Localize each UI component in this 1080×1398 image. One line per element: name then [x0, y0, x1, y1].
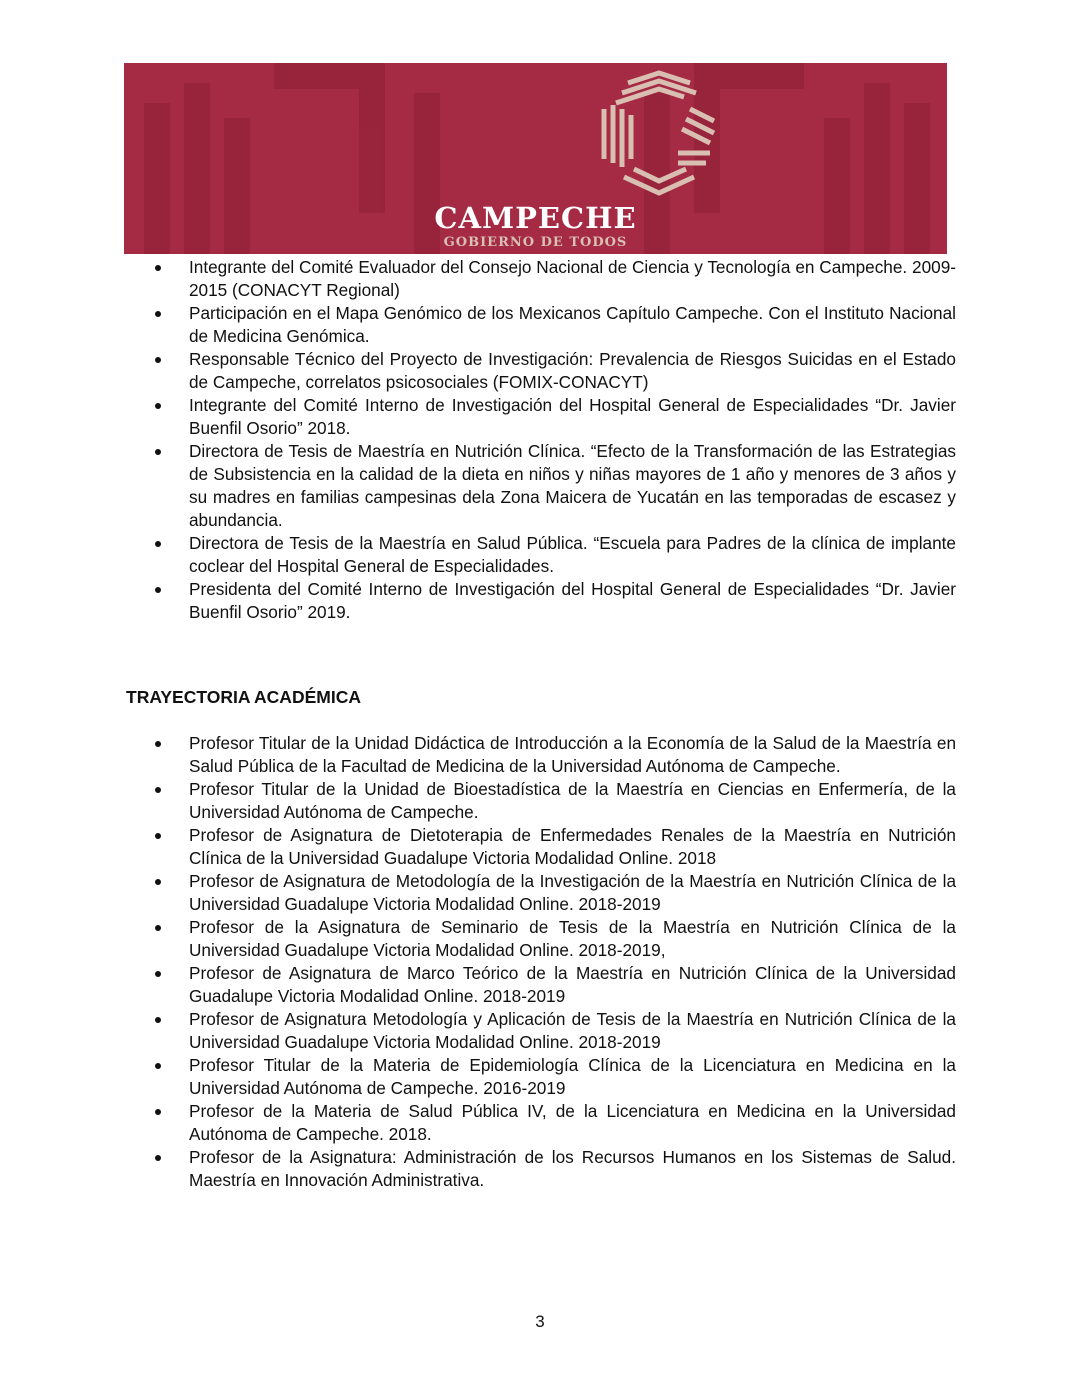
list-item-text: Responsable Técnico del Proyecto de Investigación: Prevalencia de Riesgos Suicidas en el Estado de Campeche, correlatos psicosociales (FOMIX-CONACYT)	[189, 349, 956, 392]
list-item-text: Profesor de Asignatura Metodología y Aplicación de Tesis de la Maestría en Nutrición Clínica de la Universidad Guadalupe Victoria Modalidad Online. 2018-2019	[189, 1009, 956, 1052]
list-item	[189, 532, 956, 578]
section-title-academic: TRAYECTORIA ACADÉMICA	[126, 687, 361, 707]
list-item-text: Directora de Tesis de Maestría en Nutrición Clínica. “Efecto de la Transformación de las Estrategias de Subsistencia en la calidad de la dieta en niños y niñas mayores de 1 año y menores de 3 años y su madres en familias campesinas dela Zona Maicera de Yucatán en las temporadas de escasez y abundancia.	[189, 441, 956, 530]
list-item-text: Profesor de Asignatura de Marco Teórico de la Maestría en Nutrición Clínica de la Universidad Guadalupe Victoria Modalidad Online. 2018-2019	[189, 963, 956, 1006]
list-item	[189, 870, 956, 916]
list-item	[189, 916, 956, 962]
page-number: 3	[535, 1312, 545, 1331]
list-item	[189, 256, 956, 302]
bullet-icon	[155, 311, 161, 317]
bullet-icon	[155, 541, 161, 547]
list-item	[189, 778, 956, 824]
list-item	[189, 348, 956, 394]
campeche-hexagon-logo-icon	[594, 69, 724, 199]
list-item	[189, 1100, 956, 1146]
bullet-icon	[155, 449, 161, 455]
bullet-icon	[155, 357, 161, 363]
list-item	[189, 1008, 956, 1054]
list-item-text: Profesor Titular de la Materia de Epidemiología Clínica de la Licenciatura en Medicina en la Universidad Autónoma de Campeche. 2016-2019	[189, 1055, 956, 1098]
bullet-icon	[155, 741, 161, 747]
list-item-text: Profesor de Asignatura de Metodología de la Investigación de la Maestría en Nutrición Clínica de la Universidad Guadalupe Victoria Modalidad Online. 2018-2019	[189, 871, 956, 914]
brand-tagline: GOBIERNO DE TODOS	[443, 235, 628, 250]
list-item	[189, 578, 956, 624]
bullet-icon	[155, 1017, 161, 1023]
list-item-text: Profesor de la Materia de Salud Pública IV, de la Licenciatura en Medicina en la Universidad Autónoma de Campeche. 2018.	[189, 1101, 956, 1144]
list-item	[189, 302, 956, 348]
list-item-text: Profesor de la Asignatura de Seminario de Tesis de la Maestría en Nutrición Clínica de la Universidad Guadalupe Victoria Modalidad Online. 2018-2019,	[189, 917, 956, 960]
list-item	[189, 962, 956, 1008]
list-item	[189, 732, 956, 778]
list-item	[189, 1146, 956, 1192]
list-item-text: Profesor Titular de la Unidad Didáctica de Introducción a la Economía de la Salud de la Maestría en Salud Pública de la Facultad de Medicina de la Universidad Autónoma de Campeche.	[189, 733, 956, 776]
list-item	[189, 824, 956, 870]
list-item-text: Integrante del Comité Interno de Investigación del Hospital General de Especialidades “Dr. Javier Buenfil Osorio” 2018.	[189, 395, 956, 438]
bullet-icon	[155, 1109, 161, 1115]
bullet-icon	[155, 265, 161, 271]
bullet-icon	[155, 1063, 161, 1069]
bullet-icon	[155, 403, 161, 409]
bullet-icon	[155, 1155, 161, 1161]
list-item	[189, 394, 956, 440]
list-item-text: Integrante del Comité Evaluador del Consejo Nacional de Ciencia y Tecnología en Campeche. 2009-2015 (CONACYT Regional)	[189, 257, 956, 300]
list-item-text: Profesor de Asignatura de Dietoterapia de Enfermedades Renales de la Maestría en Nutrición Clínica de la Universidad Guadalupe Victoria Modalidad Online. 2018	[189, 825, 956, 868]
list-item	[189, 1054, 956, 1100]
list-item-text: Presidenta del Comité Interno de Investigación del Hospital General de Especialidades “Dr. Javier Buenfil Osorio” 2019.	[189, 579, 956, 622]
list-item	[189, 440, 956, 532]
bullet-icon	[155, 971, 161, 977]
bullet-icon	[155, 587, 161, 593]
research-list	[0, 256, 1080, 624]
document-body	[0, 256, 1080, 1192]
bullet-icon	[155, 925, 161, 931]
list-item-text: Directora de Tesis de la Maestría en Salud Pública. “Escuela para Padres de la clínica de implante coclear del Hospital General de Especialidades.	[189, 533, 956, 576]
brand-name: CAMPECHE	[434, 201, 637, 235]
bullet-icon	[155, 879, 161, 885]
header-banner	[124, 63, 947, 254]
list-item-text: Profesor Titular de la Unidad de Bioestadística de la Maestría en Ciencias en Enfermería, de la Universidad Autónoma de Campeche.	[189, 779, 956, 822]
list-item-text: Profesor de la Asignatura: Administración de los Recursos Humanos en los Sistemas de Salud. Maestría en Innovación Administrativa.	[189, 1147, 956, 1190]
bullet-icon	[155, 787, 161, 793]
list-item-text: Participación en el Mapa Genómico de los Mexicanos Capítulo Campeche. Con el Instituto Nacional de Medicina Genómica.	[189, 303, 956, 346]
bullet-icon	[155, 833, 161, 839]
academic-list	[0, 732, 1080, 1192]
